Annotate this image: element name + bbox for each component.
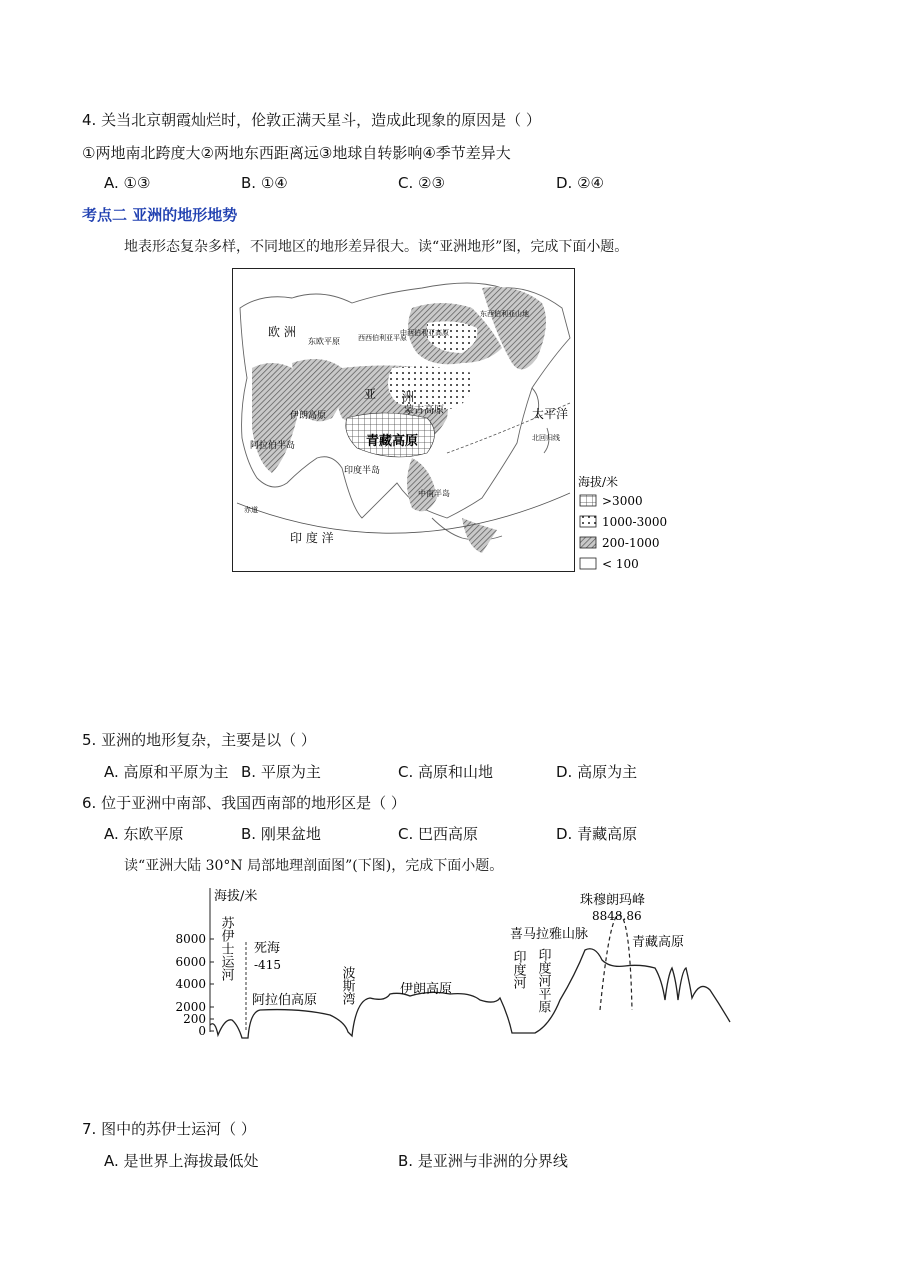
label-dead-sea: 死海 — [254, 941, 281, 956]
q7-option-b[interactable]: B. 是亚洲与非洲的分界线 — [398, 1152, 568, 1170]
profile-y-title: 海拔/米 — [214, 889, 258, 904]
y-tick-4000: 4000 — [175, 977, 206, 991]
label-everest: 珠穆朗玛峰 — [580, 893, 646, 908]
label-qinghai-tibet: 青藏高原 — [366, 434, 419, 449]
q4-option-b[interactable]: B. ①④ — [241, 174, 288, 192]
legend-item-3: 200-1000 — [602, 536, 660, 550]
q4-option-c[interactable]: C. ②③ — [398, 174, 445, 192]
label-asia-ya: 亚 — [364, 387, 377, 401]
y-tick-2000: 2000 — [175, 1000, 206, 1014]
legend-swatch-blank — [580, 558, 596, 569]
label-iranian-plateau: 伊朗高原 — [400, 982, 453, 997]
q6-option-b[interactable]: B. 刚果盆地 — [241, 825, 321, 843]
profile-intro: 读“亚洲大陆 30°N 局部地理剖面图”(下图)，完成下面小题。 — [124, 858, 504, 874]
legend-swatch-hatch — [580, 537, 596, 548]
q5-stem: 5. 亚洲的地形复杂，主要是以（ ） — [82, 731, 316, 749]
label-east-europe-plain: 东欧平原 — [308, 337, 340, 346]
q6-option-c[interactable]: C. 巴西高原 — [398, 825, 479, 843]
asia-terrain-map — [232, 268, 692, 578]
label-suez: 苏伊士运河 — [218, 916, 234, 981]
q7-option-a[interactable]: A. 是世界上海拔最低处 — [104, 1152, 259, 1170]
legend-title: 海拔/米 — [578, 475, 619, 489]
label-west-siberian-plain: 西西伯利亚平原 — [358, 334, 407, 342]
label-arabian-peninsula: 阿拉伯半岛 — [250, 441, 296, 451]
label-qinghai-tibet-plateau: 青藏高原 — [632, 935, 685, 950]
label-indus-plain: 印度河平原 — [535, 948, 551, 1013]
label-equator: 赤道 — [244, 506, 258, 514]
q6-option-a[interactable]: A. 东欧平原 — [104, 825, 184, 843]
profile-section-chart — [170, 880, 735, 1040]
y-tick-6000: 6000 — [175, 955, 206, 969]
q5-option-c[interactable]: C. 高原和山地 — [398, 763, 494, 781]
q4-option-a[interactable]: A. ①③ — [104, 174, 151, 192]
legend-item-2: 1000-3000 — [602, 515, 668, 529]
q5-option-b[interactable]: B. 平原为主 — [241, 763, 321, 781]
q6-option-d[interactable]: D. 青藏高原 — [556, 825, 638, 843]
map-legend — [578, 474, 667, 571]
label-everest-height: 8848.86 — [592, 909, 642, 923]
label-indochina: 中南半岛 — [418, 489, 450, 498]
label-east-siberian-mountains: 东西伯利亚山地 — [480, 310, 529, 318]
label-indus-river: 印度河 — [510, 950, 526, 989]
label-asia-zhou: 洲 — [402, 390, 415, 404]
q6-stem: 6. 位于亚洲中南部、我国西南部的地形区是（ ） — [82, 794, 406, 812]
label-persian-gulf: 波斯湾 — [339, 966, 355, 1005]
legend-item-1: >3000 — [602, 494, 643, 508]
label-iranian-plateau: 伊朗高原 — [290, 411, 327, 421]
q4-reasons: ①两地南北跨度大②两地东西距离远③地球自转影响④季节差异大 — [82, 144, 511, 162]
q5-option-a[interactable]: A. 高原和平原为主 — [104, 763, 229, 781]
mongolia-dots — [388, 366, 473, 409]
legend-swatch-dots — [580, 516, 596, 527]
q4-stem: 4. 关当北京朝霞灿烂时，伦敦正满天星斗，造成此现象的原因是（ ） — [82, 111, 541, 129]
label-central-siberian-plateau: 中西伯利亚高原 — [400, 329, 449, 337]
y-tick-0: 0 — [198, 1024, 206, 1038]
label-arabian-plateau: 阿拉伯高原 — [252, 993, 318, 1008]
label-indian-ocean: 印 度 洋 — [290, 531, 334, 545]
label-himalaya: 喜马拉雅山脉 — [510, 927, 589, 942]
legend-swatch-grid — [580, 495, 596, 506]
y-tick-8000: 8000 — [175, 932, 206, 946]
q4-option-d[interactable]: D. ②④ — [556, 174, 604, 192]
q5-option-d[interactable]: D. 高原为主 — [556, 763, 638, 781]
y-tick-200: 200 — [183, 1012, 206, 1026]
q7-stem: 7. 图中的苏伊士运河（ ） — [82, 1120, 256, 1138]
label-pacific: 太平洋 — [532, 407, 569, 421]
section-intro: 地表形态复杂多样，不同地区的地形差异很大。读“亚洲地形”图，完成下面小题。 — [124, 239, 629, 255]
label-tropic: 北回归线 — [532, 434, 560, 442]
label-mongolian-plateau: 蒙古高原 — [404, 405, 444, 416]
section-title: 考点二 亚洲的地形地势 — [82, 206, 238, 224]
label-dead-sea-value: -415 — [254, 958, 281, 972]
label-europe: 欧 洲 — [268, 325, 296, 339]
label-indian-peninsula: 印度半岛 — [344, 466, 381, 476]
legend-item-4: < 100 — [602, 557, 639, 571]
